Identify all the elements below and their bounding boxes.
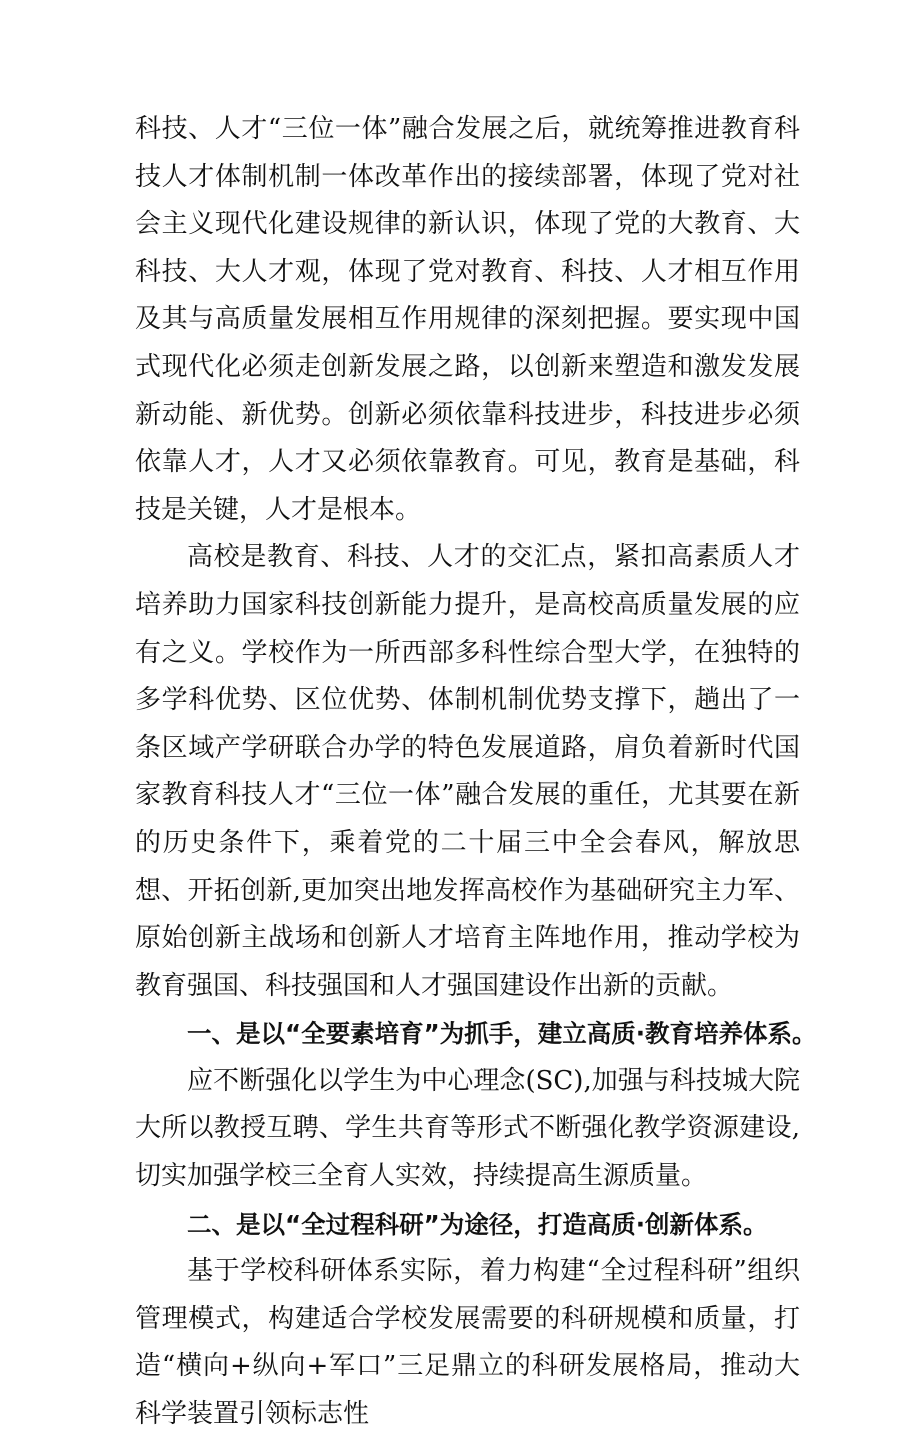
body-paragraph-1: 科技、人才“三位一体”融合发展之后，就统筹推进教育科技人才体制机制一体改革作出的接续部署，体现了党对社会主义现代化建设规律的新认识，体现了党的大教育、大科技、大人才观，体现了党对教育、科技、人才相互作用及其与高质量发展相互作用规律的深刻把握。要实现中国式现代化必须走创新发展之路，以创新来塑造和激发发展新动能、新优势。创新必须依靠科技进步，科技进步必须依靠人才，人才又必须依靠教育。可见，教育是基础，科技是关键，人才是根本。 — [135, 114, 800, 525]
body-paragraph-3: 应不断强化以学生为中心理念(SC),加强与科技城大院大所以教授互聘、学生共育等形式不断强化教学资源建设,切实加强学校三全育人实效，持续提高生源质量。 — [135, 1065, 800, 1192]
section-heading-1: 一、是以“全要素培育”为抓手，建立高质·教育培养体系。 — [187, 1019, 817, 1049]
document-body — [135, 106, 817, 1439]
section-heading-2: 二、是以“全过程科研”为途径，打造高质·创新体系。 — [187, 1209, 768, 1239]
body-paragraph-4: 基于学校科研体系实际，着力构建“全过程科研”组织管理模式，构建适合学校发展需要的科研规模和质量，打造“横向+纵向+军口”三足鼎立的科研发展格局，推动大科学装置引领标志性 — [135, 1256, 800, 1430]
body-paragraph-2: 高校是教育、科技、人才的交汇点，紧扣高素质人才培养助力国家科技创新能力提升，是高校高质量发展的应有之义。学校作为一所西部多科性综合型大学，在独特的多学科优势、区位优势、体制机制优势支撑下，趟出了一条区域产学研联合办学的特色发展道路，肩负着新时代国家教育科技人才“三位一体”融合发展的重任，尤其要在新的历史条件下，乘着党的二十届三中全会春风，解放思想、开拓创新,更加突出地发挥高校作为基础研究主力军、原始创新主战场和创新人才培育主阵地作用，推动学校为教育强国、科技强国和人才强国建设作出新的贡献。 — [135, 542, 800, 1001]
